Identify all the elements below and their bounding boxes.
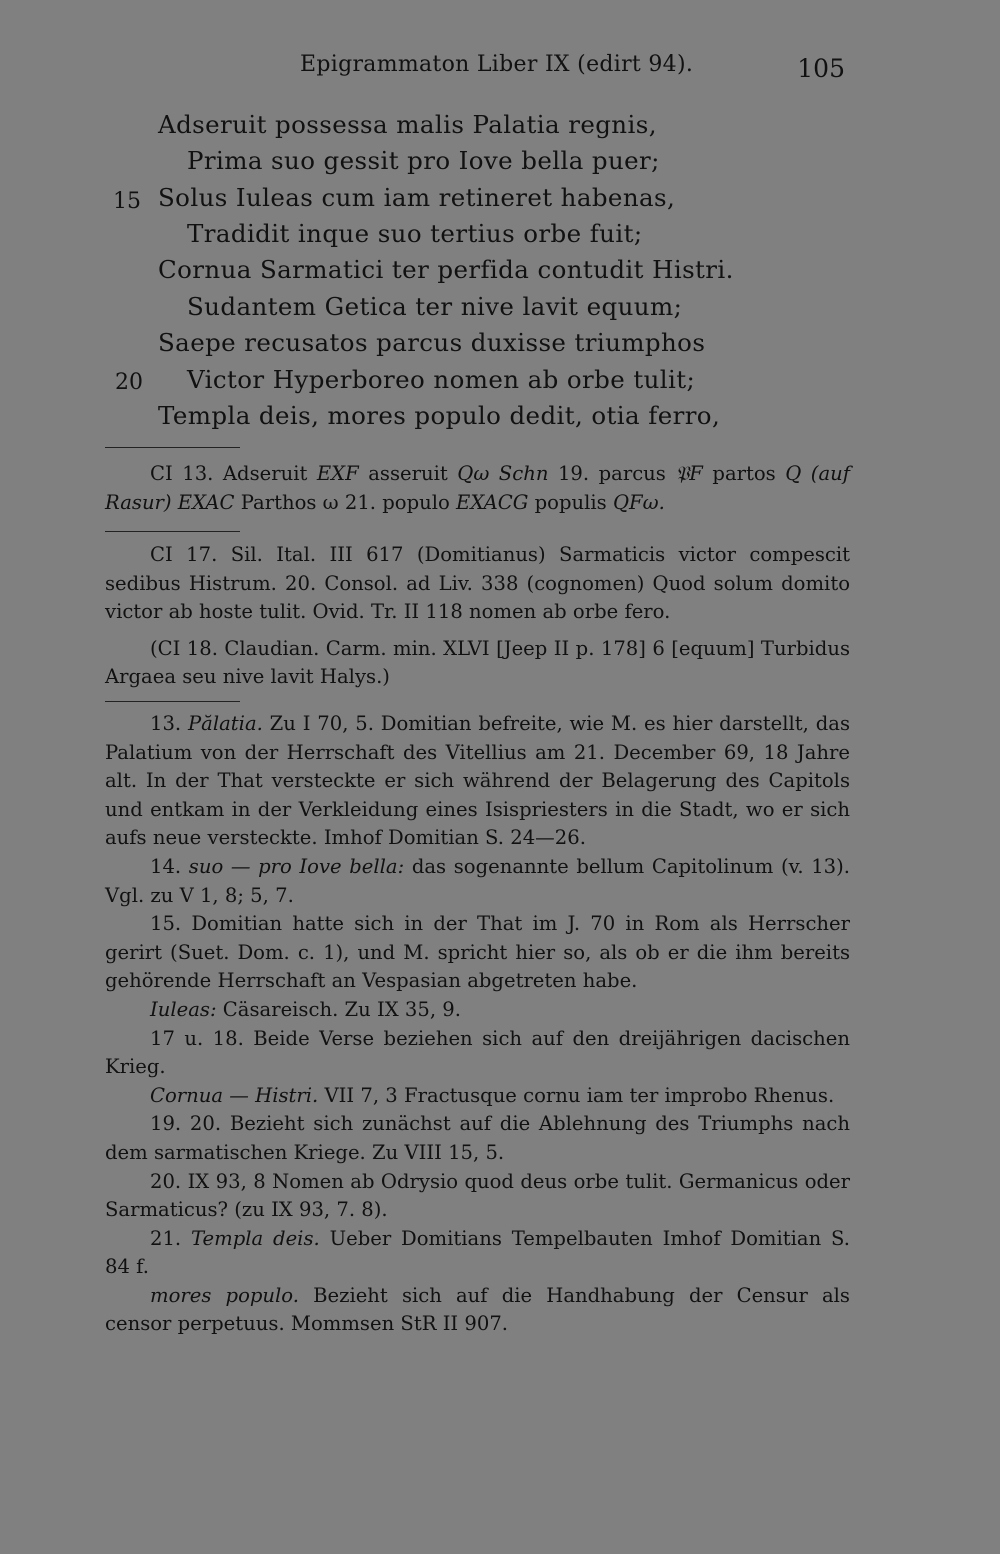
verse-line: Sudantem Getica ter nive lavit equum; <box>187 292 683 321</box>
line-number: 15 <box>113 189 141 214</box>
verse-line: Templa deis, mores populo dedit, otia ferro, <box>158 401 721 430</box>
apparatus-entry: CI 13. Adseruit EXF asseruit Qω Schn 19. parcus 𝔓F partos Q (auf Rasur) EXAC Parthos ω 21. populo EXACG populis QFω. <box>105 462 850 514</box>
commentary <box>105 710 850 1339</box>
page-number: 105 <box>797 54 845 83</box>
verse-line: Victor Hyperboreo nomen ab orbe tulit; <box>187 365 696 394</box>
separator-rule <box>105 447 240 448</box>
line-number: 20 <box>115 370 143 395</box>
commentary-note: 17 u. 18. Beide Verse beziehen sich auf den dreijährigen dacischen Krieg. <box>105 1026 850 1079</box>
commentary-note: Iuleas: Cäsareisch. Zu IX 35, 9. <box>150 997 461 1021</box>
testimonia-entry: CI 17. Sil. Ital. III 617 (Domitianus) Sarmaticis victor compescit sedibus Histrum. 20. Consol. ad Liv. 338 (cognomen) Quod solum domito victor ab hoste tulit. Ovid. Tr. II 118 nomen ab orbe fero. <box>105 543 850 624</box>
separator-rule <box>105 701 240 702</box>
verse-line: Saepe recusatos parcus duxisse triumphos <box>158 328 706 357</box>
running-title: Epigrammaton Liber IX (edirt 94). <box>300 52 694 77</box>
commentary-note: 14. suo — pro Iove bella: das sogenannte bellum Capitolinum (v. 13). Vgl. zu V 1, 8; 5, 7. <box>105 854 850 907</box>
commentary-note: 21. Templa deis. Ueber Domitians Tempelbauten Imhof Domitian S. 84 f. <box>105 1226 851 1279</box>
commentary-note: 15. Domitian hatte sich in der That im J. 70 in Rom als Herrscher gerirt (Suet. Dom. c. 1), und M. spricht hier so, als ob er die ihm bereits gehörende Herrschaft an Vespasian abgetreten habe. <box>105 912 850 993</box>
verse-line: Prima suo gessit pro Iove bella puer; <box>187 146 660 175</box>
commentary-note: 13. Pălatia. Zu I 70, 5. Domitian befreite, wie M. es hier darstellt, das Palatium von der Herrschaft des Vitellius am 21. December 69, 18 Jahre alt. In der That versteckte er sich während der Belagerung des Capitols und entkam in der Verkleidung eines Isispriesters in die Stadt, wo er sich aufs neue versteckte. Imhof Domitian S. 24—26. <box>105 712 850 850</box>
separator-rule <box>105 531 240 532</box>
running-header <box>300 52 845 88</box>
verse-line: Tradidit inque suo tertius orbe fuit; <box>187 219 643 248</box>
verse-line: Solus Iuleas cum iam retineret habenas, <box>158 183 676 212</box>
verse-line: Adseruit possessa malis Palatia regnis, <box>158 110 657 139</box>
testimonia <box>105 541 850 692</box>
critical-apparatus <box>105 460 850 517</box>
verse-line: Cornua Sarmatici ter perfida contudit Histri. <box>158 255 734 284</box>
commentary-note: Cornua — Histri. VII 7, 3 Fractusque cornu iam ter improbo Rhenus. <box>150 1083 835 1107</box>
commentary-note: 20. IX 93, 8 Nomen ab Odrysio quod deus orbe tulit. Germanicus oder Sarmaticus? (zu IX 93, 7. 8). <box>105 1169 850 1222</box>
commentary-note: mores populo. Bezieht sich auf die Handhabung der Censur als censor perpetuus. Mommsen StR II 907. <box>105 1283 850 1336</box>
commentary-note: 19. 20. Bezieht sich zunächst auf die Ablehnung des Triumphs nach dem sarmatischen Kriege. Zu VIII 15, 5. <box>105 1112 850 1164</box>
testimonia-entry: (CI 18. Claudian. Carm. min. XLVI [Jeep II p. 178] 6 [equum] Turbidus Argaea seu nive lavit Halys.) <box>105 636 850 689</box>
